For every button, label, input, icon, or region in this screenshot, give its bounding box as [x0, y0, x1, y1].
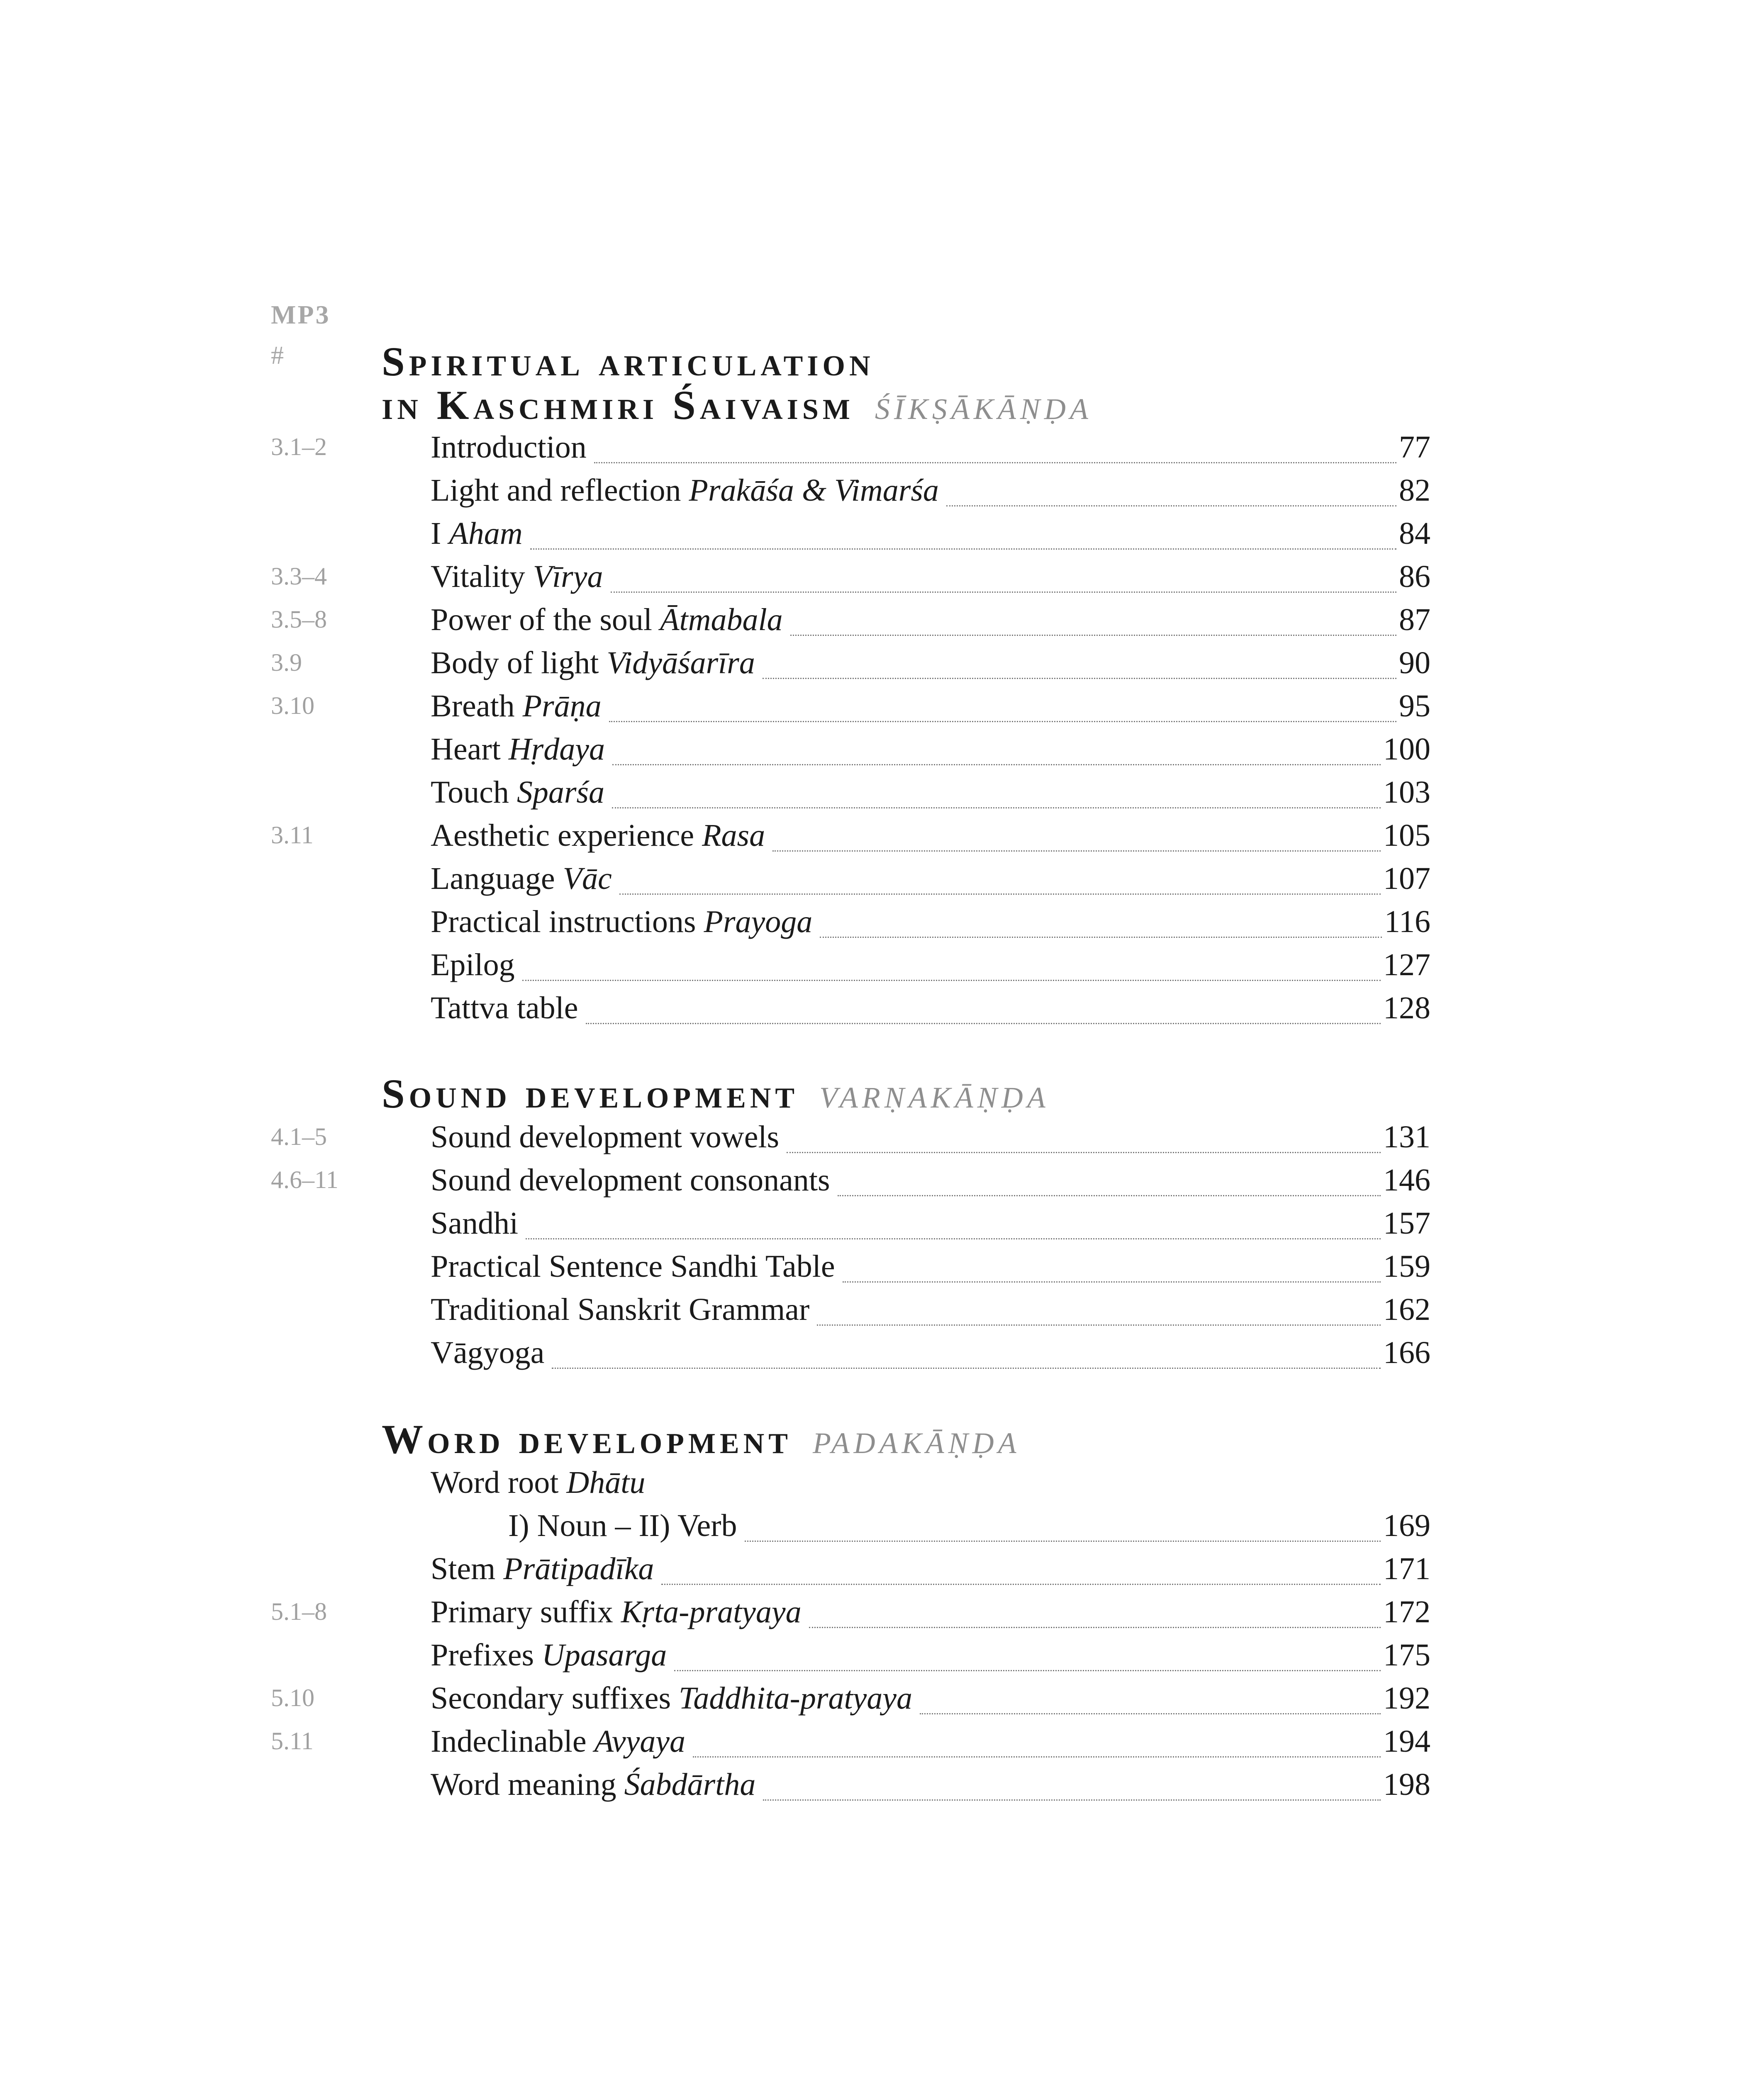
entry-title[interactable]: Epilog [431, 947, 515, 982]
section-title: Sound development [382, 1071, 799, 1117]
leader-dots [745, 1540, 1381, 1542]
leader-dots [661, 1583, 1381, 1585]
page-number: 146 [1383, 1163, 1430, 1198]
toc-row [0, 602, 1764, 645]
toc-row [0, 1119, 1764, 1162]
toc-row [0, 1551, 1764, 1594]
entry-title[interactable]: I) Noun – II) Verb [508, 1508, 737, 1543]
leader-dots [790, 634, 1396, 636]
leader-dots [693, 1756, 1381, 1758]
leader-dots [611, 591, 1397, 593]
section-heading-1-line2 [382, 384, 1435, 431]
page-number: 116 [1384, 904, 1430, 939]
page-number: 172 [1383, 1594, 1430, 1629]
toc-row [0, 947, 1764, 990]
leader-dots [817, 1324, 1381, 1326]
mp-ref: 5.10 [271, 1684, 314, 1711]
toc-row [0, 1335, 1764, 1378]
entry-title[interactable]: Primary suffix Kṛta-pratyaya [431, 1594, 802, 1629]
entry-title[interactable]: Secondary suffixes Taddhita-pratyaya [431, 1681, 913, 1716]
toc-row [0, 774, 1764, 818]
entry-title[interactable]: Prefixes Upasarga [431, 1638, 667, 1672]
mp-column-label: MP3 [271, 300, 331, 329]
toc-row [0, 1594, 1764, 1637]
toc-row [0, 1162, 1764, 1205]
leader-dots [920, 1713, 1381, 1714]
entry-title[interactable]: Sound development vowels [431, 1120, 780, 1154]
leader-dots [763, 677, 1396, 679]
page-number: 169 [1383, 1508, 1430, 1543]
mp-ref: 3.10 [271, 692, 314, 719]
page-number: 157 [1383, 1206, 1430, 1241]
toc-row [0, 818, 1764, 861]
entry-title[interactable]: Power of the soul Ātmabala [431, 602, 783, 637]
page-number: 77 [1399, 430, 1430, 465]
mp-ref: 3.5–8 [271, 606, 327, 633]
page-number: 105 [1383, 818, 1430, 853]
entry-title[interactable]: Stem Prātipadīka [431, 1551, 654, 1586]
toc-row [0, 1637, 1764, 1680]
leader-dots [586, 1022, 1381, 1024]
mp-ref: 4.6–11 [271, 1166, 339, 1193]
page-number: 95 [1399, 689, 1430, 723]
section-sanskrit-title: VARṆAKĀṆḌA [819, 1081, 1050, 1114]
section-heading-1-line1 [382, 340, 1435, 383]
page-number: 87 [1399, 602, 1430, 637]
entry-title[interactable]: I Aham [431, 516, 523, 551]
leader-dots [772, 850, 1381, 852]
page-number: 128 [1383, 991, 1430, 1025]
page-number: 198 [1383, 1767, 1430, 1802]
leader-dots [619, 893, 1381, 895]
toc-row [0, 1767, 1764, 1810]
page-number: 192 [1383, 1681, 1430, 1716]
toc-row [0, 1723, 1764, 1767]
leader-dots [530, 548, 1396, 550]
page-number: 159 [1383, 1249, 1430, 1284]
page-number: 107 [1383, 861, 1430, 896]
leader-dots [843, 1281, 1381, 1283]
entry-title[interactable]: Touch Sparśa [431, 775, 605, 810]
toc-row [0, 1508, 1764, 1551]
leader-dots [594, 462, 1396, 463]
section-title: Word development [382, 1416, 792, 1462]
toc-row [0, 1465, 1764, 1508]
section-title: Spiritual articulation [382, 338, 875, 385]
entry-title[interactable]: Body of light Vidyāśarīra [431, 645, 755, 680]
page-number: 162 [1383, 1292, 1430, 1327]
page-number: 194 [1383, 1724, 1430, 1759]
leader-dots [809, 1626, 1381, 1628]
mp-ref: 4.1–5 [271, 1123, 327, 1150]
entry-title[interactable]: Word root Dhātu [431, 1465, 646, 1500]
toc-row [0, 645, 1764, 688]
mp-ref: 3.1–2 [271, 433, 327, 460]
toc-row [0, 990, 1764, 1033]
page-number: 175 [1383, 1638, 1430, 1672]
mp-ref: 5.1–8 [271, 1598, 327, 1625]
leader-dots [674, 1670, 1381, 1671]
hash-column-label: # [271, 341, 284, 370]
leader-dots [787, 1151, 1381, 1153]
toc-row [0, 688, 1764, 731]
leader-dots [609, 721, 1396, 722]
toc-row [0, 1680, 1764, 1723]
entry-title[interactable]: Aesthetic experience Rasa [431, 818, 765, 853]
toc-row [0, 429, 1764, 472]
page-number: 84 [1399, 516, 1430, 551]
toc-row [0, 472, 1764, 516]
entry-title[interactable]: Language Vāc [431, 861, 612, 896]
toc-row [0, 559, 1764, 602]
page-number: 82 [1399, 473, 1430, 508]
leader-dots [552, 1367, 1381, 1369]
section-title: in Kaschmiri Śaivaism [382, 382, 854, 428]
leader-dots [820, 936, 1382, 938]
toc-row [0, 1205, 1764, 1249]
leader-dots [763, 1799, 1381, 1801]
entry-title[interactable]: Practical Sentence Sandhi Table [431, 1249, 835, 1284]
mp-ref: 3.3–4 [271, 562, 327, 590]
entry-title[interactable]: Word meaning Śabdārtha [431, 1767, 756, 1802]
toc-row [0, 731, 1764, 774]
section-sanskrit-title: ŚĪKṢĀKĀṆḌA [875, 392, 1092, 426]
entry-title[interactable]: Introduction [431, 430, 587, 465]
toc-row [0, 1292, 1764, 1335]
page-number: 127 [1383, 947, 1430, 982]
toc-row [0, 904, 1764, 947]
leader-dots [522, 979, 1381, 981]
entry-title[interactable]: Breath Prāṇa [431, 689, 602, 723]
entry-title[interactable]: Light and reflection Prakāśa & Vimarśa [431, 473, 939, 508]
entry-title[interactable]: Tattva table [431, 991, 578, 1025]
mp-ref: 3.11 [271, 821, 314, 849]
entry-title[interactable]: Indeclinable Avyaya [431, 1724, 686, 1759]
toc-row [0, 516, 1764, 559]
page-number: 171 [1383, 1551, 1430, 1586]
entry-title[interactable]: Practical instructions Prayoga [431, 904, 813, 939]
page-number: 131 [1383, 1120, 1430, 1154]
section-heading-2 [382, 1072, 1435, 1119]
leader-dots [612, 807, 1381, 808]
section-sanskrit-title: PADAKĀṆḌA [812, 1426, 1021, 1460]
page-number: 86 [1399, 559, 1430, 594]
toc-row [0, 1249, 1764, 1292]
leader-dots [838, 1195, 1381, 1196]
entry-title[interactable]: Vitality Vīrya [431, 559, 603, 594]
section-heading-3 [382, 1418, 1435, 1465]
toc-row [0, 861, 1764, 904]
page-number: 100 [1383, 732, 1430, 767]
entry-title[interactable]: Sandhi [431, 1206, 519, 1241]
mp-ref: 5.11 [271, 1727, 314, 1755]
page-number: 103 [1383, 775, 1430, 810]
leader-dots [526, 1238, 1381, 1239]
page-number: 166 [1383, 1335, 1430, 1370]
leader-dots [612, 764, 1381, 765]
leader-dots [946, 505, 1396, 506]
entry-title[interactable]: Traditional Sanskrit Grammar [431, 1292, 810, 1327]
entry-title[interactable]: Sound development consonants [431, 1163, 830, 1198]
mp-ref: 3.9 [271, 649, 302, 676]
page-number: 90 [1399, 645, 1430, 680]
entry-title[interactable]: Heart Hṛdaya [431, 732, 605, 767]
entry-title[interactable]: Vāgyoga [431, 1335, 545, 1370]
